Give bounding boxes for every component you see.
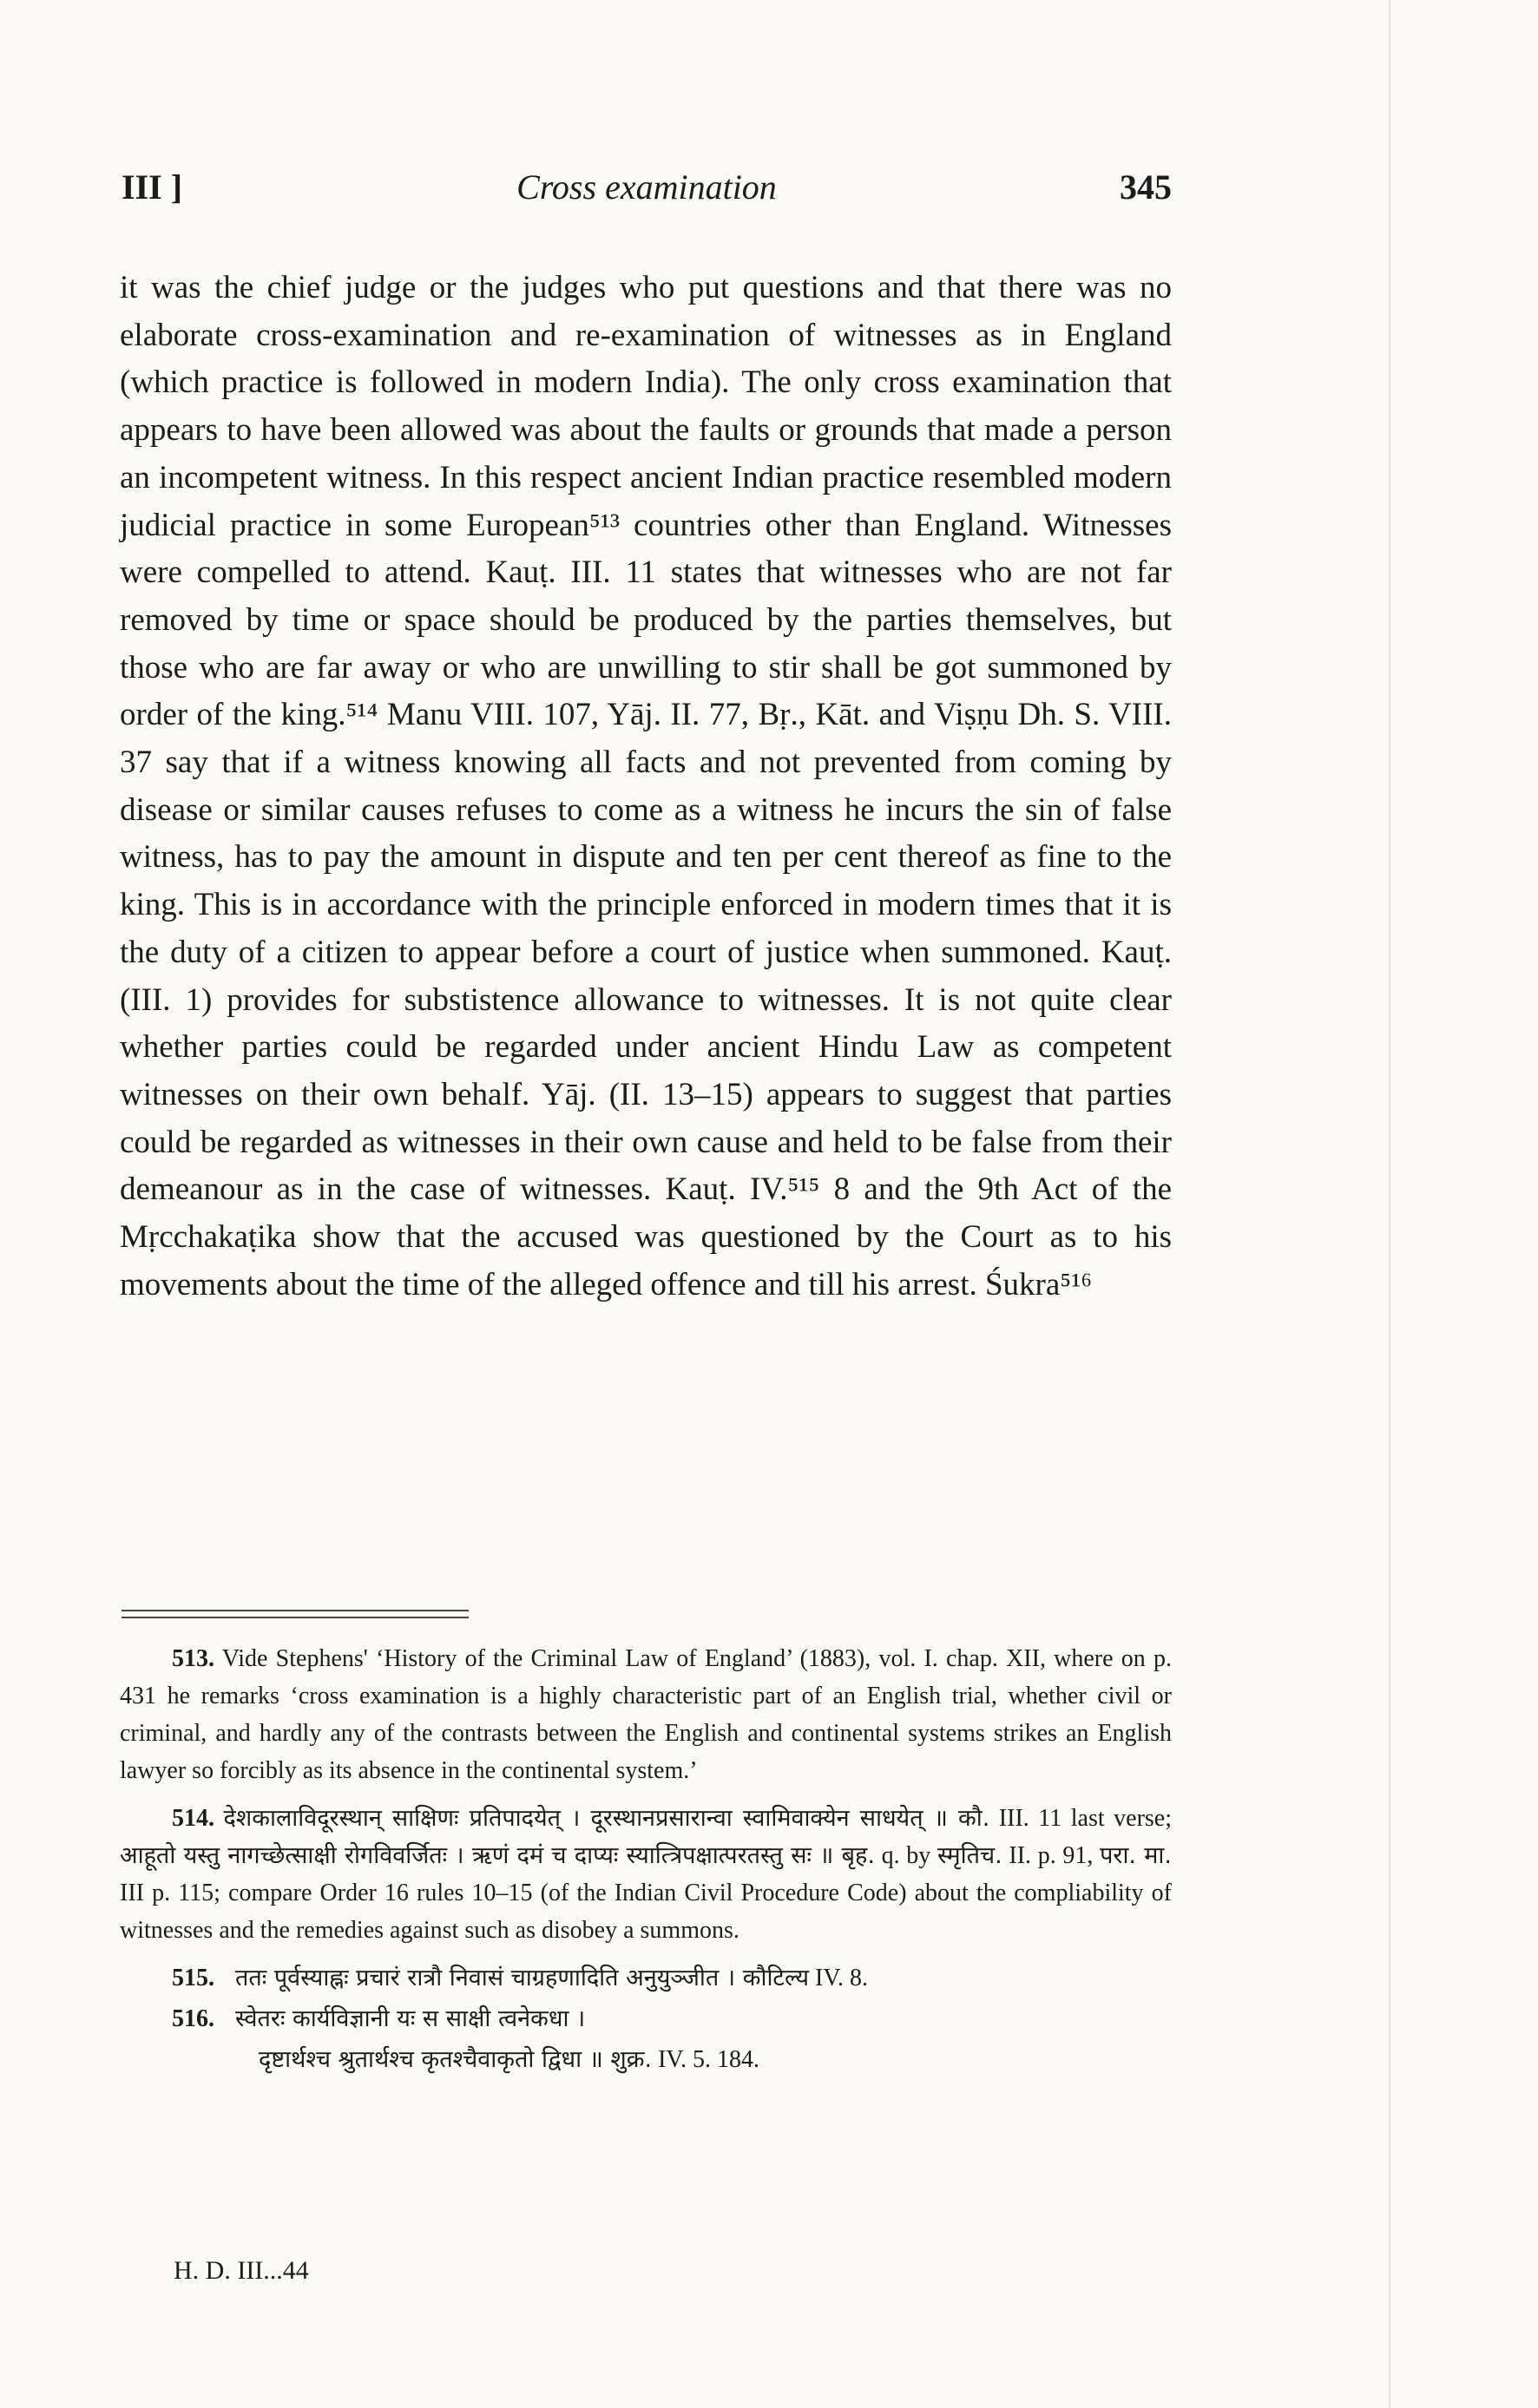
footnote-513 bbox=[120, 1640, 1172, 1789]
sanskrit-quote: आहूतो यस्तु नागच्छेत्साक्षी रोगविवर्जितः । ऋणं दमं च दाप्यः स्यात्त्रिपक्षात्परतस्तु सः ॥ बृह. bbox=[120, 1842, 875, 1869]
body-paragraph: it was the chief judge or the judges who put questions and that there was no elaborate cross-examination and re-examination of witnesses as in England (which practice is followed in modern India). The only cross examination that appears to have been allowed was about the faults or grounds that made a person an incompetent witness. In this respect ancient Indian practice resembled modern judicial practice in some European⁵¹³ countries other than England. Witnesses were compelled to attend. Kauṭ. III. 11 states that witnesses who are not far removed by time or space should be produced by the parties themselves, but those who are far away or who are unwilling to stir shall be got summoned by order of the king.⁵¹⁴ Manu VIII. 107, Yāj. II. 77, Bṛ., Kāt. and Viṣṇu Dh. S. VIII. 37 say that if a witness knowing all facts and not prevented from coming by disease or similar causes refuses to come as a witness he incurs the sin of false witness, has to pay the amount in dispute and ten per cent thereof as fine to the king. This is in accordance with the principle enforced in modern times that it is the duty of a citizen to appear before a court of justice when summoned. Kauṭ. (III. 1) provides for substistence allowance to witnesses. It is not quite clear whether parties could be regarded under ancient Hindu Law as competent witnesses on their own behalf. Yāj. (II. 13–15) appears to suggest that parties could be regarded as witnesses in their own cause and held to be false from their demeanour as in the case of witnesses. Kauṭ. IV.⁵¹⁵ 8 and the 9th Act of the Mṛcchakaṭika show that the accused was questioned by the Court as to his movements about the time of the alleged offence and till his arrest. Śukra⁵¹⁶ bbox=[120, 270, 1172, 1302]
footnote-number: 516. bbox=[172, 2005, 214, 2032]
sanskrit-quote: दृष्टार्थश्च श्रुतार्थश्च कृतश्चैवाकृतो द्विधा ॥ शुक्र. bbox=[259, 2046, 653, 2073]
footnote-514 bbox=[120, 1800, 1172, 1949]
footnote-text: Vide Stephens' ‘History of the Criminal Law of England’ (1883), vol. I. chap. XII, where on p. 431 he remarks ‘cross examination is a highly characteristic part of an English trial, whether civil or criminal, and hardly any of the contrasts between the English and continental systems strikes an English lawyer so forcibly as its absence in the continental system.’ bbox=[120, 1645, 1172, 1784]
running-header bbox=[122, 167, 1172, 219]
footnote-separator bbox=[122, 1610, 469, 1618]
footnote-number: 515. bbox=[172, 1965, 214, 1991]
footnote-516 bbox=[120, 2000, 1172, 2037]
footnote-reference: IV. 8. bbox=[809, 1965, 868, 1991]
footnote-number: 514. bbox=[172, 1805, 214, 1832]
footnotes bbox=[120, 1640, 1172, 2087]
footnote-reference: q. by bbox=[874, 1842, 937, 1869]
footnote-reference: IV. 5. 184. bbox=[652, 2046, 760, 2073]
footnote-516-line2 bbox=[120, 2041, 1172, 2078]
footnote-reference: III p. 115; compare Order 16 rules 10–15 (of the Indian Civil Procedure Code) about the compliability of witnesses and the remedies against such as disobey a summons. bbox=[120, 1880, 1172, 1944]
footnote-reference: III. 11 last verse; bbox=[989, 1805, 1173, 1832]
sanskrit-quote: स्मृतिच. bbox=[937, 1842, 1002, 1869]
footnote-number: 513. bbox=[172, 1645, 214, 1672]
scan-margin-line bbox=[1389, 0, 1390, 2408]
running-title: Cross examination bbox=[516, 167, 777, 207]
signature-mark: H. D. III...44 bbox=[174, 2256, 309, 2285]
main-text bbox=[120, 265, 1172, 1309]
sanskrit-quote: स्वेतरः कार्यविज्ञानी यः स साक्षी त्वनेकधा । bbox=[235, 2005, 586, 2032]
section-marker: III ] bbox=[122, 167, 183, 207]
sanskrit-quote: परा. मा. bbox=[1100, 1842, 1172, 1869]
sanskrit-quote: ततः पूर्वस्याह्नः प्रचारं रात्रौ निवासं चाग्रहणादिति अनुयुञ्जीत । कौटिल्य bbox=[235, 1965, 810, 1991]
footnote-reference: II. p. 91, bbox=[1002, 1842, 1101, 1869]
footnote-515 bbox=[120, 1959, 1172, 1997]
sanskrit-quote: देशकालाविदूरस्थान् साक्षिणः प्रतिपादयेत् । दूरस्थानप्रसारान्वा स्वामिवाक्येन साधयेत् ॥ कौ. bbox=[223, 1805, 990, 1832]
page-number: 345 bbox=[1120, 167, 1172, 207]
